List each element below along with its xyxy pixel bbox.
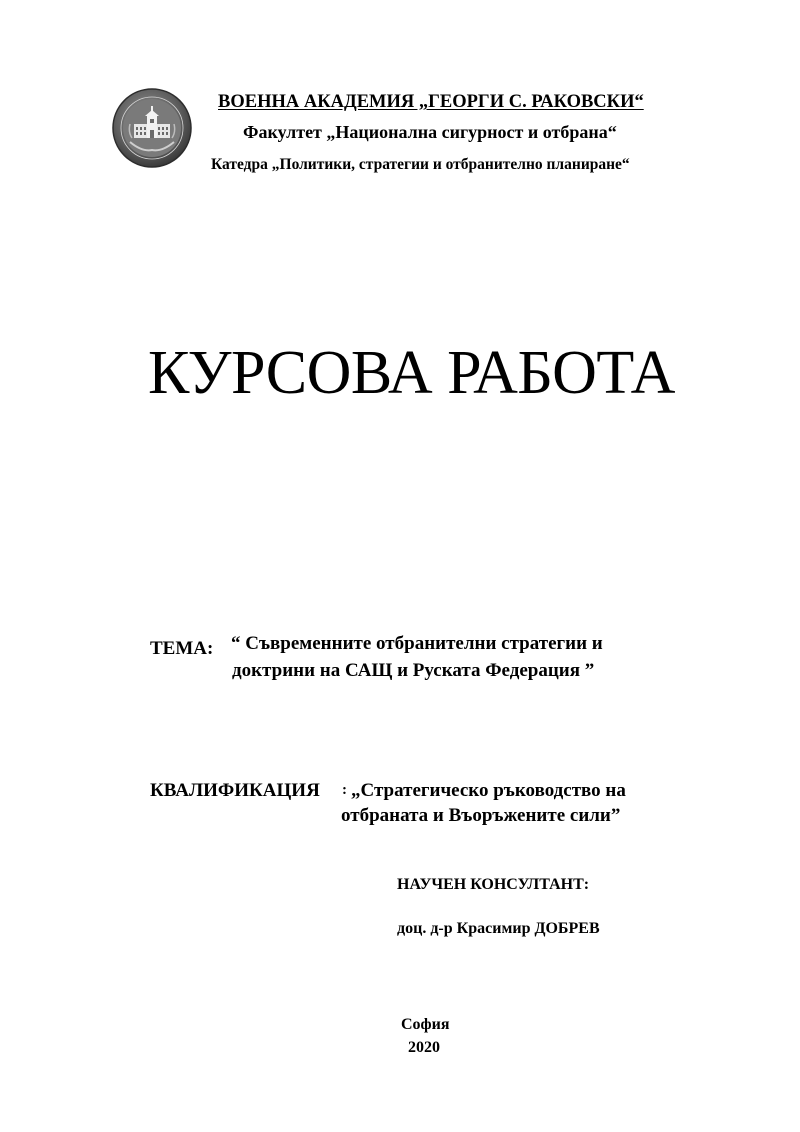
advisor-label: НАУЧЕН КОНСУЛТАНТ: <box>397 876 590 893</box>
qualification-text-line-2: отбраната и Въоръжените сили” <box>341 805 621 826</box>
advisor-name: доц. д-р Красимир ДОБРЕВ <box>397 920 600 937</box>
year: 2020 <box>408 1039 440 1056</box>
academy-name: ВОЕННА АКАДЕМИЯ „ГЕОРГИ С. РАКОВСКИ“ <box>218 92 644 112</box>
city: София <box>401 1016 450 1033</box>
topic-text-line-2: доктрини на САЩ и Руската Федерация ” <box>232 660 595 681</box>
page-title: КУРСОВА РАБОТА <box>148 339 675 407</box>
qualification-text-line-1: „Стратегическо ръководство на <box>351 780 626 801</box>
department-name: Катедра „Политики, стратегии и отбранително планиране“ <box>211 156 630 173</box>
faculty-name: Факултет „Национална сигурност и отбрана“ <box>243 122 617 142</box>
topic-label: ТЕМА: <box>150 638 214 659</box>
academy-seal-logo <box>112 88 192 168</box>
qualification-colon: : <box>342 782 347 798</box>
topic-text-line-1: “ Съвременните отбранителни стратегии и <box>231 633 603 654</box>
qualification-label: КВАЛИФИКАЦИЯ <box>150 780 320 801</box>
